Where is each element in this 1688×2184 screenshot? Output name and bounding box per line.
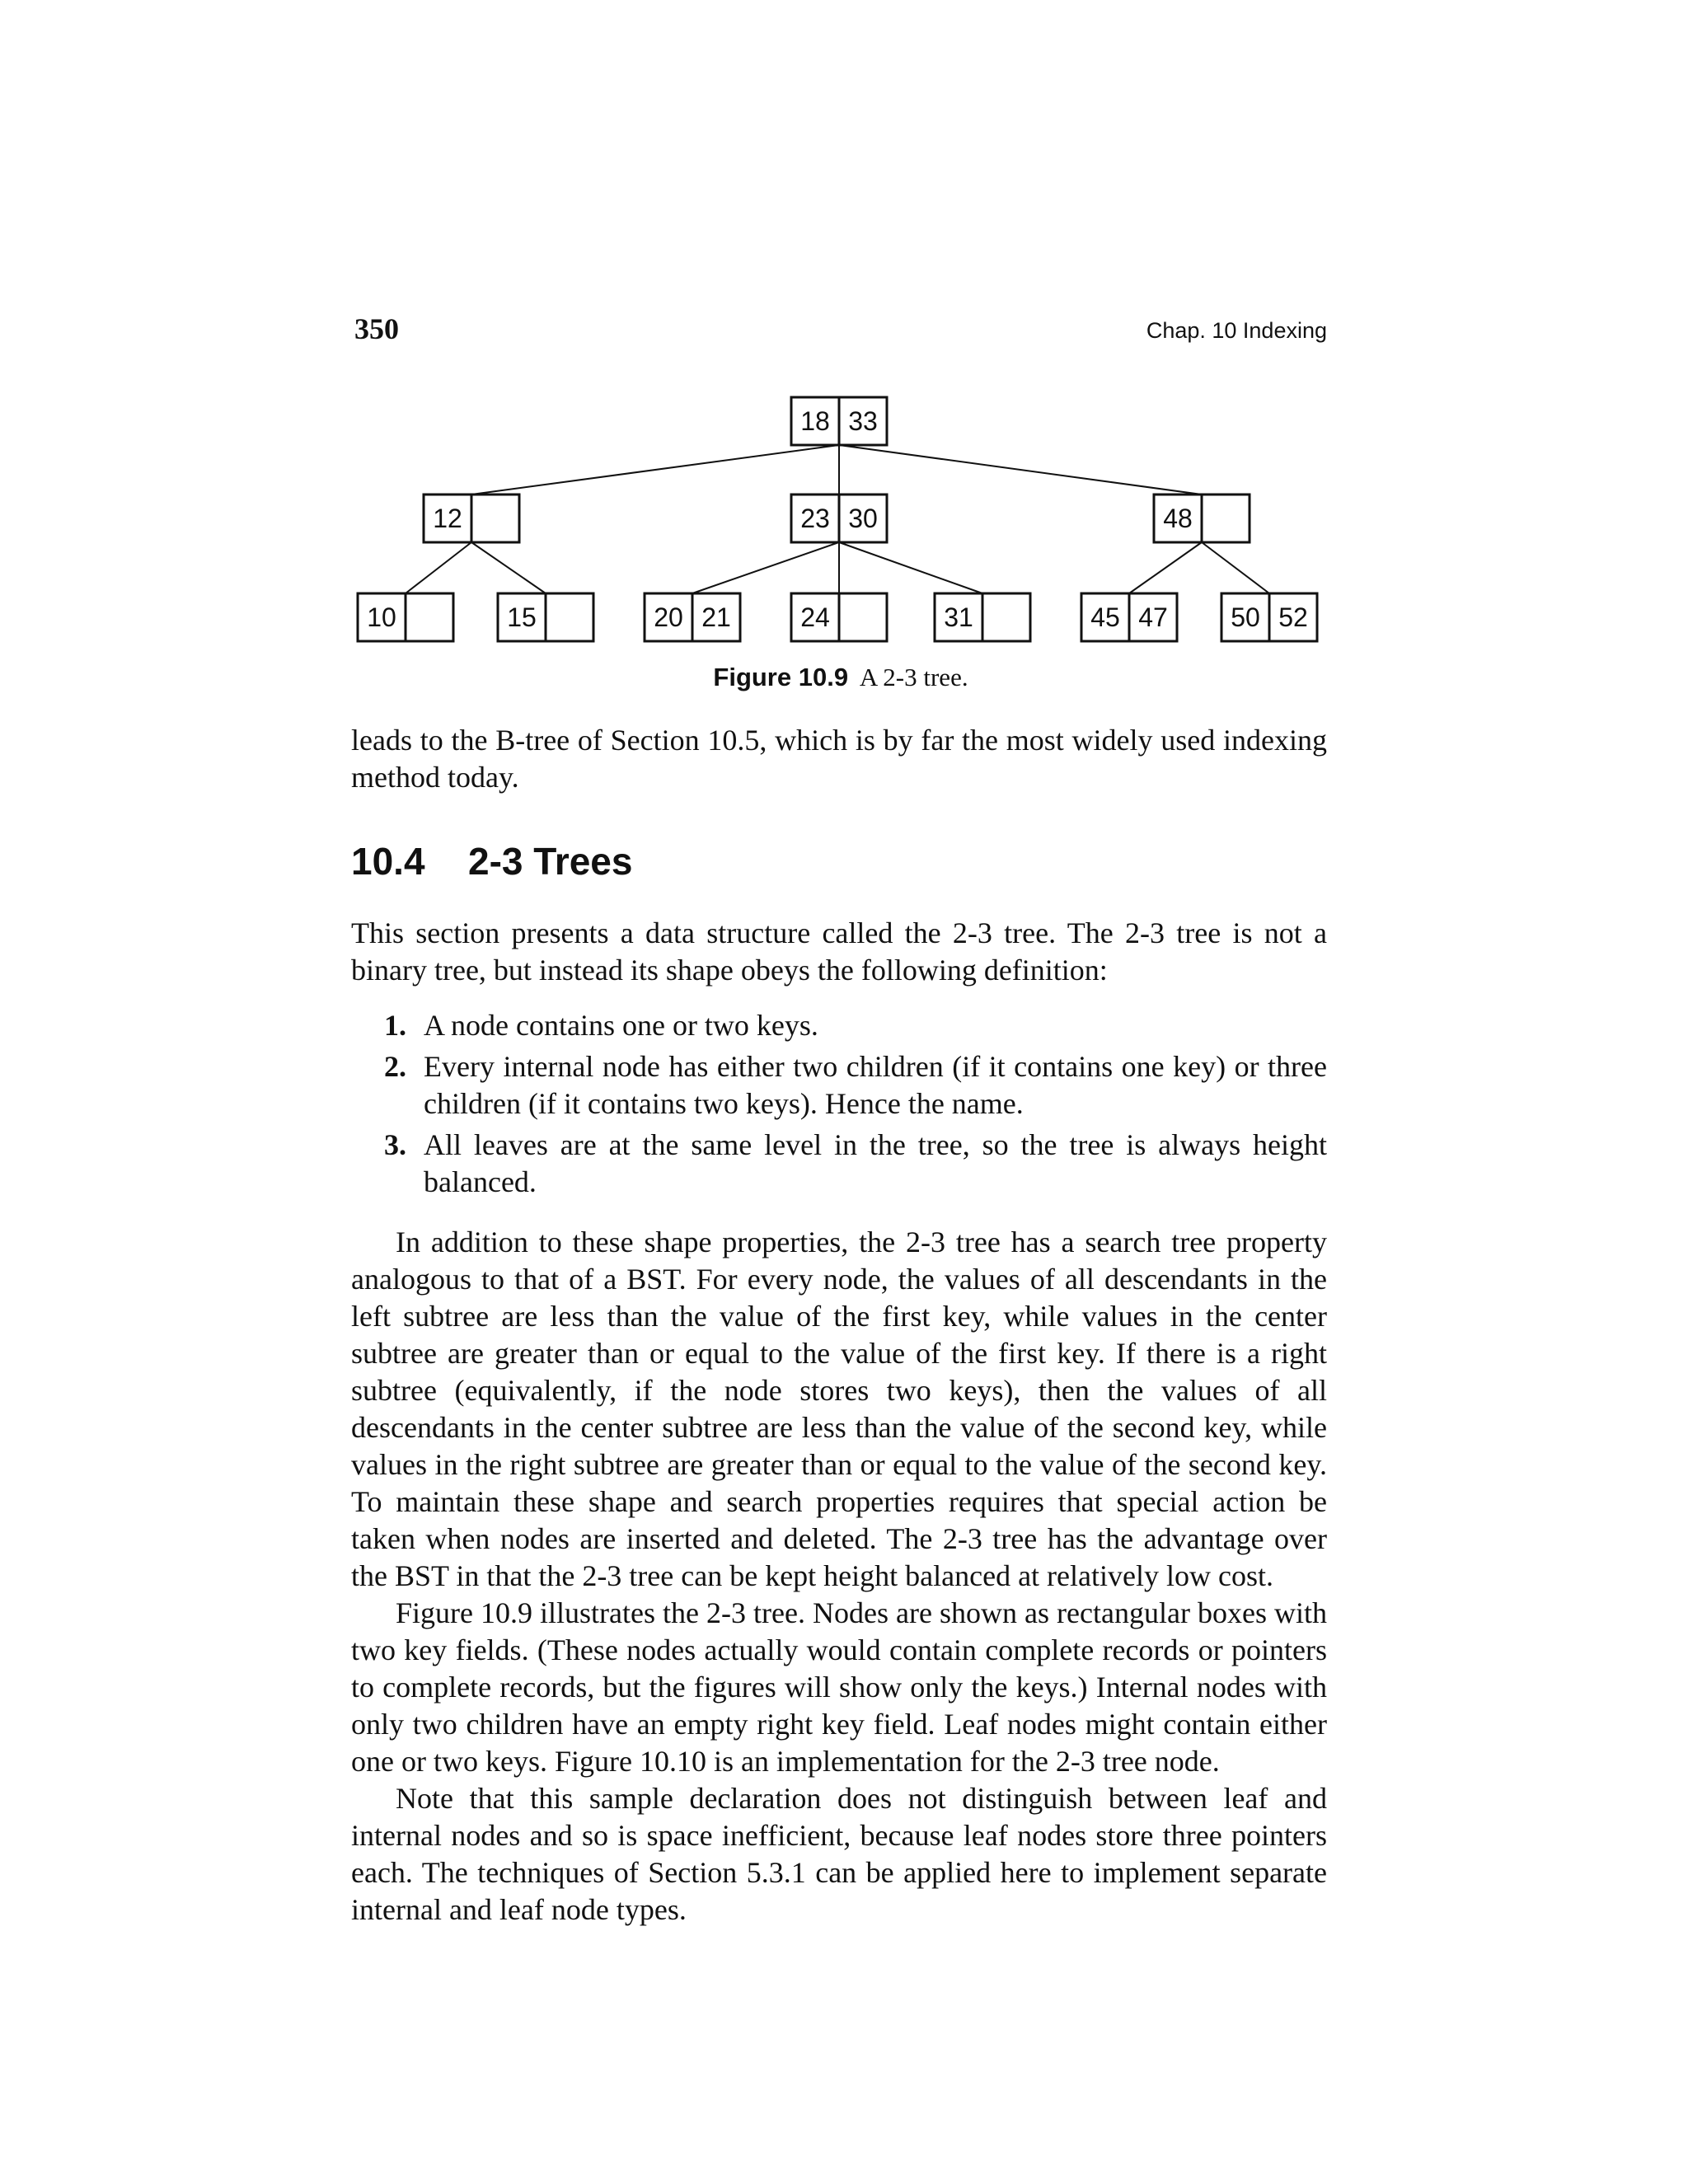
root-node — [791, 397, 887, 445]
leaf-node — [358, 593, 453, 641]
list-item — [351, 1048, 1327, 1122]
definition-list — [351, 1007, 1327, 1201]
figure-caption — [346, 663, 1335, 692]
key-field — [1202, 494, 1250, 542]
list-item — [351, 1007, 1327, 1044]
section-heading — [351, 839, 632, 883]
leaf-node — [498, 593, 593, 641]
paragraph-3: Figure 10.9 illustrates the 2-3 tree. Nodes are shown as rectangular boxes with two key fields. (These nodes actually would contain complete records or pointers to complete records, but the figures will show only the keys.) Internal nodes with only two children have an empty right key field. Leaf nodes might contain either one or two keys. Figure 10.10 is an implementation for the 2-3 tree node. — [351, 1596, 1327, 1778]
list-item-text: Every internal node has either two children (if it contains one key) or three children (if it contains two keys). Hence the name. — [424, 1050, 1327, 1120]
page-number: 350 — [354, 312, 399, 345]
node-key: 33 — [848, 406, 878, 436]
section-title: 2-3 Trees — [468, 840, 633, 883]
node-key: 20 — [654, 602, 683, 632]
figure-caption-text: A 2-3 tree. — [859, 663, 968, 691]
node-key: 50 — [1231, 602, 1260, 632]
figure-caption-label: Figure 10.9 — [713, 663, 849, 691]
tree-edge — [692, 542, 839, 593]
leaf-node — [791, 593, 887, 641]
node-key: 15 — [507, 602, 537, 632]
node-key: 12 — [433, 504, 462, 533]
key-field — [406, 593, 453, 641]
list-item-text: All leaves are at the same level in the tree, so the tree is always height balanced. — [424, 1128, 1327, 1198]
key-field — [546, 593, 593, 641]
leaf-node — [645, 593, 740, 641]
tree-figure — [346, 387, 1335, 668]
list-item-number: 1. — [384, 1009, 406, 1042]
node-key: 31 — [944, 602, 973, 632]
leaf-node — [935, 593, 1030, 641]
node-key: 21 — [701, 602, 731, 632]
node-key: 48 — [1163, 504, 1193, 533]
internal-node — [1154, 494, 1250, 542]
section-number: 10.4 — [351, 840, 425, 883]
node-key: 30 — [848, 504, 878, 533]
tree-edge — [839, 542, 982, 593]
tree-edge — [471, 445, 839, 494]
node-key: 47 — [1138, 602, 1168, 632]
internal-node — [424, 494, 519, 542]
running-head: Chap. 10 Indexing — [1146, 318, 1327, 343]
node-key: 45 — [1090, 602, 1120, 632]
paragraph-1: This section presents a data structure called the 2-3 tree. The 2-3 tree is not a binary tree, but instead its shape obeys the following definition: — [351, 916, 1327, 987]
tree-edge — [1129, 542, 1202, 593]
key-field — [982, 593, 1030, 641]
node-key: 24 — [800, 602, 830, 632]
node-key: 18 — [800, 406, 830, 436]
leaf-node — [1081, 593, 1177, 641]
list-item-text: A node contains one or two keys. — [424, 1009, 818, 1042]
key-field — [839, 593, 887, 641]
internal-node — [791, 494, 887, 542]
leaf-node — [1221, 593, 1317, 641]
node-key: 10 — [367, 602, 396, 632]
node-key: 23 — [800, 504, 830, 533]
node-key: 52 — [1278, 602, 1308, 632]
paragraph-4: Note that this sample declaration does not distinguish between leaf and internal nodes and so is space inefficient, because leaf nodes store three pointers each. The techniques of Section 5.3.1 can be applied here to implement separate internal and leaf node types. — [351, 1782, 1327, 1926]
tree-edge — [471, 542, 546, 593]
list-item — [351, 1127, 1327, 1201]
tree-edge — [1202, 542, 1269, 593]
intro-paragraph: leads to the B-tree of Section 10.5, which is by far the most widely used indexing method today. — [351, 724, 1327, 794]
paragraph-2: In addition to these shape properties, the 2-3 tree has a search tree property analogous to that of a BST. For every node, the values of all descendants in the left subtree are less than the value of the first key, while values in the center subtree are greater than or equal to the value of the first key. If there is a right subtree (equivalently, if the node stores two keys), then the values of all descendants in the center subtree are less than the value of the second key, while values in the right subtree are greater than or equal to the value of the second key. To maintain these shape and search properties requires that special action be taken when nodes are inserted and deleted. The 2-3 tree has the advantage over the BST in that the 2-3 tree can be kept height balanced at relatively low cost. — [351, 1226, 1327, 1592]
list-item-number: 2. — [384, 1050, 406, 1083]
tree-edge — [839, 445, 1202, 494]
tree-edge — [406, 542, 471, 593]
key-field — [471, 494, 519, 542]
list-item-number: 3. — [384, 1128, 406, 1161]
